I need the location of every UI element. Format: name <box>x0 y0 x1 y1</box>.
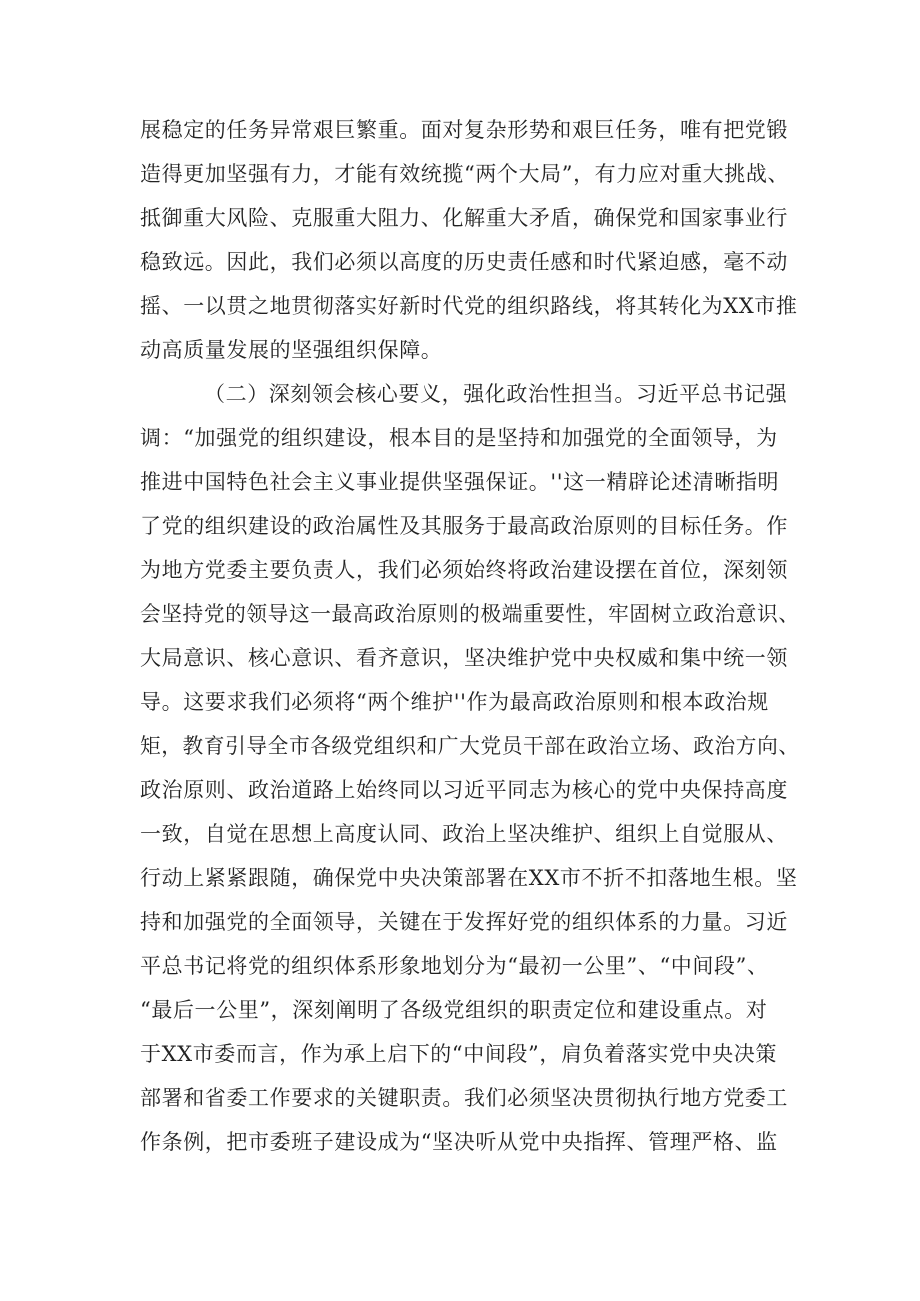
text-line: 抵御重大风险、克服重大阻力、化解重大矛盾，确保党和国家事业行 <box>140 206 788 230</box>
section-heading-line: （二）深刻领会核心要义，强化政治性担当。习近平总书记强 <box>204 382 788 406</box>
text-line: 推进中国特色社会主义事业提供坚强保证。''这一精辟论述清晰指明 <box>140 470 780 494</box>
text-line: 矩，教育引导全市各级党组织和广大党员干部在政治立场、政治方向、 <box>140 734 800 758</box>
text-line: 持和加强党的全面领导，关键在于发挥好党的组织体系的力量。习近 <box>140 910 788 934</box>
text-line: 稳致远。因此，我们必须以高度的历史责任感和时代紧迫感，毫不动 <box>140 250 788 274</box>
text-line: “最后一公里”，深刻阐明了各级党组织的职责定位和建设重点。对 <box>140 998 768 1022</box>
text-line: 行动上紧紧跟随，确保党中央决策部署在XX市不折不扣落地生根。坚 <box>140 866 798 890</box>
text-line: 摇、一以贯之地贯彻落实好新时代党的组织路线，将其转化为XX市推 <box>140 294 798 318</box>
text-line: 造得更加坚强有力，才能有效统揽“两个大局”，有力应对重大挑战、 <box>140 162 790 186</box>
text-line: 平总书记将党的组织体系形象地划分为“最初一公里”、“中间段”、 <box>140 954 769 978</box>
text-line: 部署和省委工作要求的关键职责。我们必须坚决贯彻执行地方党委工 <box>140 1086 788 1110</box>
text-line: 导。这要求我们必须将“两个维护''作为最高政治原则和根本政治规 <box>140 690 769 714</box>
text-line: 了党的组织建设的政治属性及其服务于最高政治原则的目标任务。作 <box>140 514 788 538</box>
text-line: 动高质量发展的坚强组织保障。 <box>140 338 443 362</box>
text-line: 调：“加强党的组织建设，根本目的是坚持和加强党的全面领导，为 <box>140 426 778 450</box>
text-line: 作条例，把市委班子建设成为“坚决听从党中央指挥、管理严格、监 <box>140 1130 778 1154</box>
text-line: 大局意识、核心意识、看齐意识，坚决维护党中央权威和集中统一领 <box>140 646 788 670</box>
text-line: 于XX市委而言，作为承上启下的“中间段”，肩负着落实党中央决策 <box>140 1042 777 1066</box>
text-line: 会坚持党的领导这一最高政治原则的极端重要性，牢固树立政治意识、 <box>140 602 800 626</box>
text-line: 一致，自觉在思想上高度认同、政治上坚决维护、组织上自觉服从、 <box>140 822 788 846</box>
text-line: 展稳定的任务异常艰巨繁重。面对复杂形势和艰巨任务，唯有把党锻 <box>140 118 788 142</box>
text-line: 为地方党委主要负责人，我们必须始终将政治建设摆在首位，深刻领 <box>140 558 788 582</box>
text-line: 政治原则、政治道路上始终同以习近平同志为核心的党中央保持高度 <box>140 778 788 802</box>
